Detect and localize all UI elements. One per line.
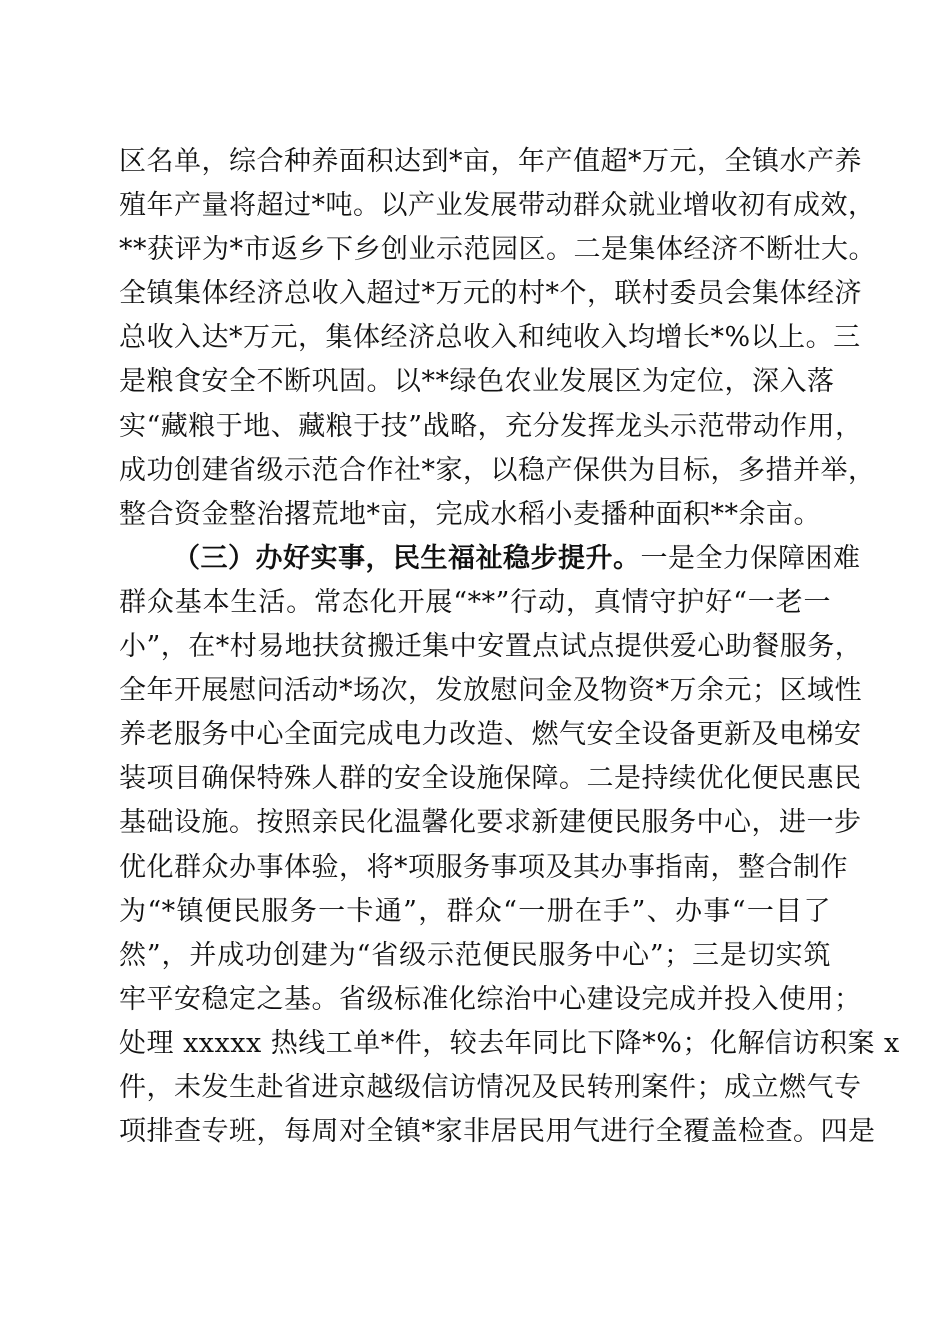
text-line: 处理 xxxxx 热线工单*件，较去年同比下降*%；化解信访积案 x (119, 1027, 900, 1059)
text-line: 牢平安稳定之基。省级标准化综治中心建设完成并投入使用； (119, 983, 862, 1015)
text-line: 实“藏粮于地、藏粮于技”战略，充分发挥龙头示范带动作用， (119, 410, 863, 442)
text-line: 件，未发生赴省进京越级信访情况及民转刑案件；成立燃气专 (119, 1071, 862, 1103)
paragraph-livelihood (119, 537, 900, 1154)
text-line: 全年开展慰问活动*场次，发放慰问金及物资*万余元；区域性 (119, 675, 862, 707)
text-line: 成功创建省级示范合作社*家，以稳产保供为目标，多措并举， (119, 454, 876, 486)
text-line: 总收入达*万元，集体经济总收入和纯收入均增长*%以上。三 (119, 322, 861, 354)
text-line: 小”，在*村易地扶贫搬迁集中安置点试点提供爱心助餐服务， (119, 631, 863, 663)
text-line: 全镇集体经济总收入超过*万元的村*个，联村委员会集体经济 (119, 278, 862, 310)
text-line: 基础设施。按照亲民化温馨化要求新建便民服务中心，进一步 (119, 807, 862, 839)
text-line: 是粮食安全不断巩固。以**绿色农业发展区为定位，深入落 (119, 366, 835, 398)
section-heading: （三）办好实事，民生福祉稳步提升。 (173, 542, 641, 574)
body-text (119, 140, 900, 1154)
text-line: 装项目确保特殊人群的安全设施保障。二是持续优化便民惠民 (119, 763, 862, 795)
text-line: 为“*镇便民服务一卡通”，群众“一册在手”、办事“一目了 (119, 895, 831, 927)
paragraph-first-line (119, 537, 861, 581)
first-line-text: 一是全力保障困难 (640, 542, 861, 574)
text-line: 养老服务中心全面完成电力改造、燃气安全设备更新及电梯安 (119, 719, 862, 751)
text-line: **获评为*市返乡下乡创业示范园区。二是集体经济不断壮大。 (119, 234, 876, 266)
text-line: 区名单，综合种养面积达到*亩，年产值超*万元，全镇水产养 (119, 146, 862, 177)
text-line: 项排查专班，每周对全镇*家非居民用气进行全覆盖检查。四是 (119, 1116, 876, 1148)
text-line: 殖年产量将超过*吨。以产业发展带动群众就业增收初有成效， (119, 190, 876, 222)
text-line: 然”，并成功创建为“省级示范便民服务中心”；三是切实筑 (119, 939, 831, 971)
text-line: 整合资金整治撂荒地*亩，完成水稻小麦播种面积**余亩。 (119, 498, 821, 530)
text-line: 群众基本生活。常态化开展“**”行动，真情守护好“一老一 (119, 586, 831, 618)
paragraph-agriculture (119, 140, 876, 537)
text-line: 优化群众办事体验，将*项服务事项及其办事指南，整合制作 (119, 851, 848, 883)
